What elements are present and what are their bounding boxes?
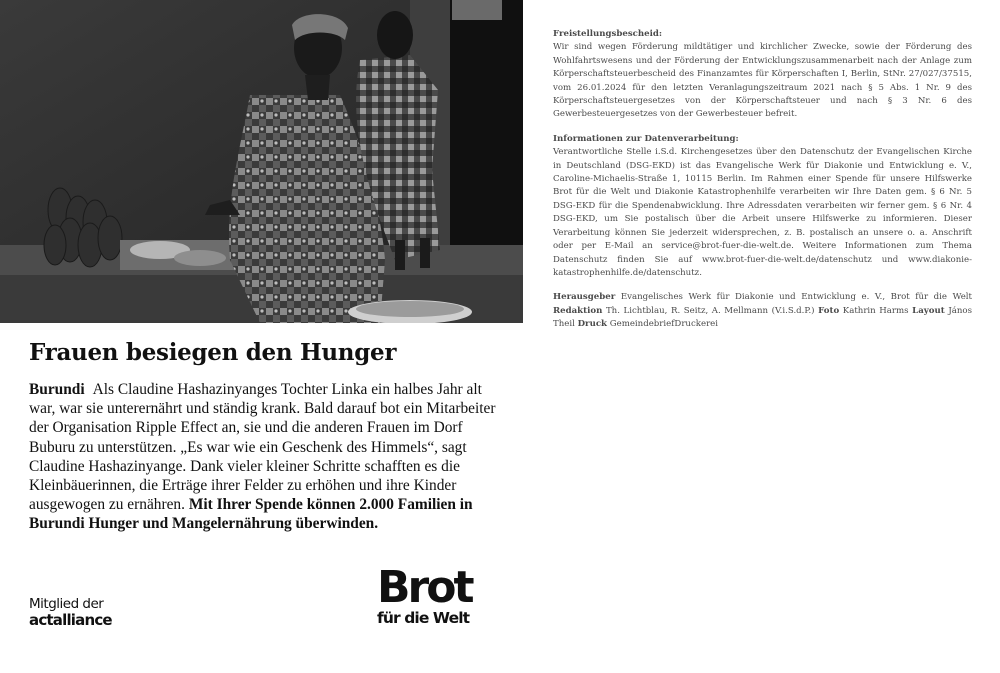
- tax-notice-heading: Freistellungsbescheid:: [553, 29, 663, 39]
- hero-photo: [0, 0, 523, 323]
- actalliance-wordmark: actalliance: [29, 611, 112, 629]
- donation-appeal: Mit Ihrer Spende können 2.000 Familien in Burundi Hunger und Mangelernährung überwinden.: [29, 496, 473, 533]
- story-place: Burundi: [29, 381, 85, 398]
- imprint: [553, 291, 972, 331]
- logo-fuer-die-welt: für die Welt: [377, 609, 470, 627]
- publisher: Evangelisches Werk für Diakonie und Entwicklung e. V., Brot für die Welt: [620, 292, 972, 303]
- layout-label: Layout: [912, 305, 945, 316]
- story-text: [29, 380, 499, 534]
- member-label: Mitglied der: [29, 596, 104, 612]
- brot-fuer-die-welt-logo: [377, 562, 472, 627]
- print-label: Druck: [577, 319, 608, 330]
- data-processing-heading: Informationen zur Datenverarbeitung:: [553, 133, 739, 144]
- photo-credit: Kathrin Harms: [842, 305, 909, 316]
- tax-notice-text: Wir sind wegen Förderung mildtätiger und kirchlicher Zwecke, sowie der Förderung des Wohlfahrtswesens und der Förderung der Entwicklungszusammenarbeit nach der Anlage zum Körperschaftsteuerbescheid des Finanzamtes für Körperschaften I, Berlin, StNr. 27/027/37515, vom 26.01.2024 für den letzten Veranlagungszeitraum 2021 nach § 5 Abs. 1 Nr. 9 des Körperschaftsteuergesetzes von der Körperschaftsteuer und nach § 3 Nr. 6 des Gewerbesteuergesetzes von der Gewerbesteuer befreit.: [553, 42, 972, 120]
- actalliance-logo: [29, 597, 112, 628]
- layout-credit: János Theil: [553, 305, 972, 330]
- print-credit: GemeindebriefDruckerei: [609, 319, 719, 330]
- photo-label: Foto: [818, 305, 840, 316]
- editor-label: Redaktion: [553, 305, 603, 316]
- editor: Th. Lichtblau, R. Seitz, A. Mellmann (V.i.S.d.P.): [605, 305, 815, 316]
- fine-print-column: [553, 28, 972, 343]
- data-processing-text: Verantwortliche Stelle i.S.d. Kirchengesetzes über den Datenschutz der Evangelischen Kirche in Deutschland (DSG-EKD) ist das Evangelische Werk für Diakonie und Entwicklung e. V., Caroline-Michaelis-Straße 1, 10115 Berlin. Im Rahmen einer Spende für unsere Hilfswerke Brot für die Welt und Diakonie Katastrophenhilfe verarbeiten wir Ihre Daten gem. § 6 Nr. 5 DSG-EKD für die Spendenabwicklung. Ihre Adressdaten verarbeiten wir ferner gem. § 6 Nr. 4 DSG-EKD, um Sie postalisch über die Arbeit unsere Hilfswerke zu informieren. Dieser Verarbeitung können Sie jederzeit widersprechen, z. B. postalisch an unsere o. a. Anschrift oder per E-Mail an service@brot-fuer-die-welt.de. Weitere Informationen zum Thema Datenschutz finden Sie auf www.brot-fuer-die-welt.de/datenschutz und www.diakonie-katastrophenhilfe.de/datenschutz.: [553, 147, 972, 278]
- story-body: Als Claudine Hashazinyanges Tochter Linka ein halbes Jahr alt war, war sie unterernährt und ständig krank. Bald darauf bot ein Mitarbeiter der Organisation Ripple Effect an, sie und die anderen Frauen im Dorf Buburu zu unterstützen. „Es war wie ein Geschenk des Himmels“, sagt Claudine Hashazinyange. Dank vieler kleiner Schritte schafften es die Kleinbäuerinnen, die Erträge ihrer Felder zu erhöhen und ihre Kinder ausgewogen zu ernähren.: [29, 381, 496, 514]
- publisher-label: Herausgeber: [553, 292, 616, 303]
- data-processing-info: [553, 133, 972, 280]
- headline: Frauen besiegen den Hunger: [29, 339, 397, 366]
- logo-brot: Brot: [377, 562, 472, 613]
- photo-woman-and-child: [0, 0, 523, 323]
- tax-notice: [553, 28, 972, 122]
